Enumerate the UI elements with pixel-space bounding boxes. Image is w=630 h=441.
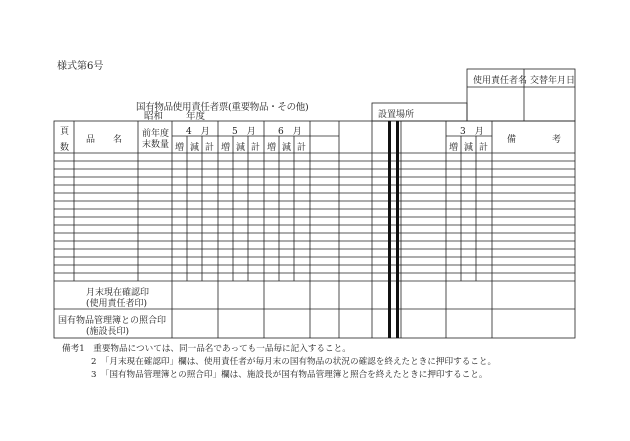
user-label: 使用責任者名 xyxy=(473,76,528,86)
col-prev-bottom: 末数量 xyxy=(142,140,170,150)
sub-inc: 増 xyxy=(449,143,459,153)
sub-dec: 減 xyxy=(190,143,200,153)
sub-total: 計 xyxy=(251,143,261,153)
note-3: 3 「国有物品管理簿との照合印」欄は、施設長が国有物品管理簿と照合を終えたときに押印すること。 xyxy=(91,370,488,380)
sub-total: 計 xyxy=(297,143,307,153)
col-item-header: 品 名 xyxy=(86,135,123,145)
sub-total: 計 xyxy=(479,143,489,153)
col-prev-top: 前年度 xyxy=(142,129,170,139)
month-4-header: 4 月 xyxy=(186,127,210,137)
sub-dec: 減 xyxy=(282,143,292,153)
note-2: 2 「月末現在確認印」欄は、使用責任者が毎月末の国有物品の状況の確認を終えたときに押印すること。 xyxy=(91,357,497,367)
sub-inc: 増 xyxy=(221,143,231,153)
col-page-top: 頁 xyxy=(60,127,70,137)
sub-dec: 減 xyxy=(236,143,246,153)
row-confirm-top: 月末現在確認印 xyxy=(86,288,150,298)
sub-inc: 増 xyxy=(175,143,185,153)
col-page-bottom: 数 xyxy=(60,143,70,153)
location-label: 設置場所 xyxy=(378,110,415,120)
note-1: 備考1 重要物品については、同一品名であっても一品毎に記入すること。 xyxy=(62,344,351,354)
date-label: 交替年月日 xyxy=(530,76,576,86)
row-confirm-bottom: (使用責任者印) xyxy=(86,299,148,309)
sub-total: 計 xyxy=(205,143,215,153)
row-check-top: 国有物品管理簿との照合印 xyxy=(58,316,167,326)
sub-inc: 増 xyxy=(267,143,277,153)
nendo-label: 年度 xyxy=(186,111,206,122)
era-label: 昭和 xyxy=(144,111,164,122)
row-check-bottom: (施設長印) xyxy=(86,327,130,337)
form-title: 国有物品使用責任者票(重要物品・その他) xyxy=(136,102,309,113)
col-remarks: 備 考 xyxy=(507,135,562,145)
month-5-header: 5 月 xyxy=(232,127,256,137)
sub-dec: 減 xyxy=(464,143,474,153)
month-3-header: 3 月 xyxy=(460,127,484,137)
month-6-header: 6 月 xyxy=(278,127,302,137)
form-number: 様式第6号 xyxy=(57,61,104,72)
